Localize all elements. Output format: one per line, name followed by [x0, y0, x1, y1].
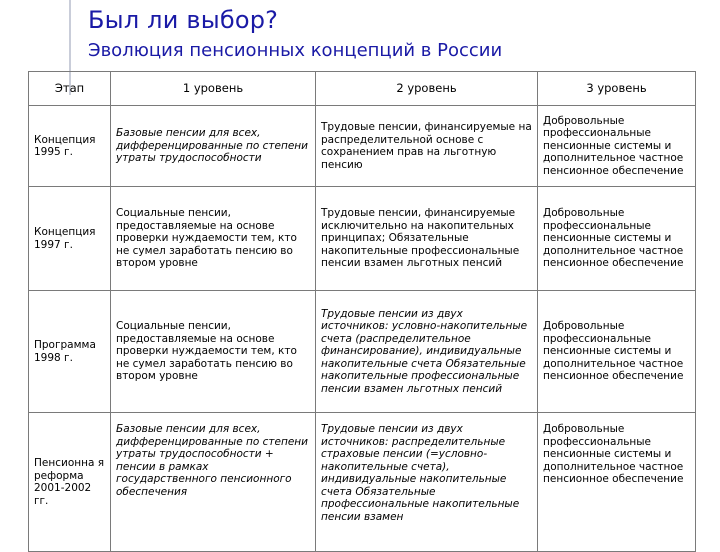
table-row: [29, 291, 696, 413]
column-header-level3: 3 уровень: [538, 72, 696, 106]
table-row: [29, 106, 696, 187]
table-row: [29, 413, 696, 552]
level3-cell: Добровольные профессиональные пенсионные системы и дополнительное частное пенсионное обеспечение: [538, 291, 696, 413]
level2-cell: Трудовые пенсии из двух источников: условно-накопительные счета (распределительное финансирование), индивидуальные накопительные счета Обязательные накопительные профессиональные пенсии взамен льготных пенсий: [316, 291, 538, 413]
level3-cell: Добровольные профессиональные пенсионные системы и дополнительное частное пенсионное обеспечение: [538, 187, 696, 291]
level1-cell: Базовые пенсии для всех, дифференцированные по степени утраты трудоспособности + пенсии в рамках государственного пенсионного обеспечения: [111, 413, 316, 552]
column-header-stage: Этап: [29, 72, 111, 106]
table-row: [29, 187, 696, 291]
stage-cell: Программа 1998 г.: [29, 291, 111, 413]
level1-cell: Социальные пенсии, предоставляемые на основе проверки нуждаемости тем, кто не сумел заработать пенсию во втором уровне: [111, 291, 316, 413]
stage-cell: Пенсионна я реформа 2001-2002 гг.: [29, 413, 111, 552]
page-subtitle: Эволюция пенсионных концепций в России: [88, 40, 503, 61]
level2-cell: Трудовые пенсии, финансируемые на распределительной основе с сохранением прав на льготную пенсию: [316, 106, 538, 187]
level3-cell: Добровольные профессиональные пенсионные системы и дополнительное частное пенсионное обеспечение: [538, 106, 696, 187]
stage-cell: Концепция 1995 г.: [29, 106, 111, 187]
column-header-level1: 1 уровень: [111, 72, 316, 106]
page-title: Был ли выбор?: [88, 6, 279, 34]
table-header-row: [29, 72, 696, 106]
column-header-level2: 2 уровень: [316, 72, 538, 106]
pension-concepts-table: [28, 71, 696, 552]
level2-cell: Трудовые пенсии из двух источников: распределительные страховые пенсии (=условно-накопительные счета), индивидуальные накопительные счета Обязательные профессиональные накопительные пенсии взамен: [316, 413, 538, 552]
level3-cell: Добровольные профессиональные пенсионные системы и дополнительное частное пенсионное обеспечение: [538, 413, 696, 552]
level1-cell: Социальные пенсии, предоставляемые на основе проверки нуждаемости тем, кто не сумел заработать пенсию во втором уровне: [111, 187, 316, 291]
level2-cell: Трудовые пенсии, финансируемые исключительно на накопительных принципах; Обязательные накопительные профессиональные пенсии взамен льготных пенсий: [316, 187, 538, 291]
level1-cell: Базовые пенсии для всех, дифференцированные по степени утраты трудоспособности: [111, 106, 316, 187]
stage-cell: Концепция 1997 г.: [29, 187, 111, 291]
